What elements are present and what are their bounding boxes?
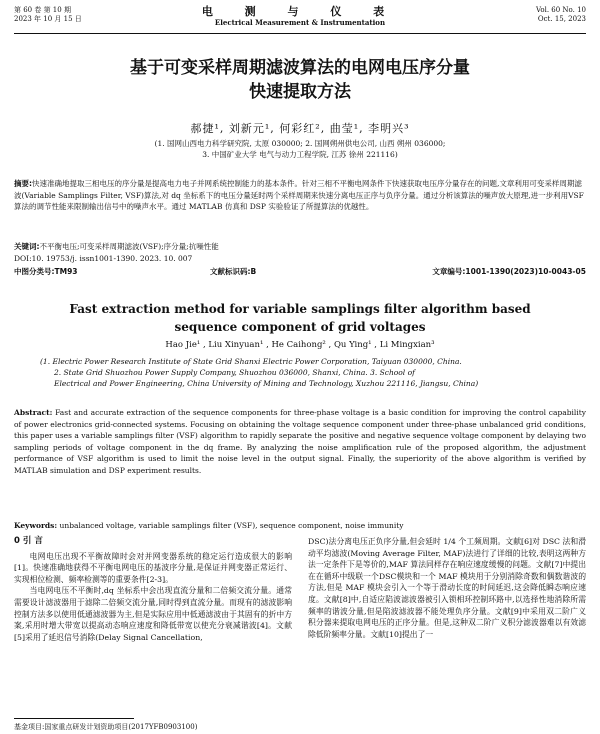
keywords-en [14,520,586,531]
header-right [536,6,586,24]
paragraph: DSC)法分离电压正负序分量,但会延时 1/4 个工频周期。文献[6]对 DSC 法和滑动平均滤波(Moving Average Filter, MAF)法进行了详细的比较,表明这两种方法一定条件下是等价的,MAF 算法同样存在响应速度缓慢的问题。文献[7]中提出在在循环中级联一个DSC模块和一个 MAF 模块用于分别消除奇数和偶数谐波的方法,但是 MAF 模块会引入一个等于滑动长度的时间延迟,这会降低瞬态响应速度。文献[8]中,自适应陷波滤波器被引入锁相环控制环路中,以选择性地消除所需频率的谐波分量,但是陷波滤波器不能处理负序分量。文献[9]中采用双二阶广义积分器来提取电网电压的正序分量。但是,这种双二阶广义积分滤波器难以有效滤除低阶频率分量。文献[10]提出了一 [308,537,586,639]
section-heading-introduction: 0 引 言 [14,536,43,546]
affiliations-cn [14,138,586,160]
title-en [14,300,586,336]
journal-name-en: Electrical Measurement & Instrumentation [214,18,386,27]
paragraph: 当电网电压不平衡时,dq 坐标系中会出现直流分量和二倍频交流分量。通常需要设计滤波器用于滤除二倍频交流分量,同时得到直流分量。而现有的滤波影响控制方法多以使用低通滤波器为主,但是实际应用中低通滤波由于其固有的折中方案,采用时增大带宽以提高动态响应速度和降低带宽以使充分衰减谐波[4]。文献[5]采用了延迟信号消除(Delay Signal Cancellation, [14,586,292,642]
paragraph: 电网电压出现不平衡故障时会对并网变器系统的稳定运行造成很大的影响[1]。快速准确地获得不平衡电网电压的基波序分量,是保证并网变器正常运行、实现相位检测、频率检测等的重要条件[2-3]。 [14,551,292,584]
header-rule [14,33,586,34]
affiliation-cn-line1: (1. 国网山西电力科学研究院, 太原 030000; 2. 国网朔州供电公司, 山西 朔州 036000; [154,139,446,148]
footnote-rule [14,718,134,719]
volume-cn: 第 60 卷 第 10 期 [14,6,71,14]
keywords-cn-label: 关键词: [14,242,40,251]
affiliation-en-line1: (1. Electric Power Research Institute of State Grid Shanxi Electric Power Corporation, Taiyuan 030000, China. [40,357,462,366]
running-header [14,6,586,32]
title-en-line1: Fast extraction method for variable samplings filter algorithm based [69,302,531,316]
volume-en: Vol. 60 No. 10 [535,6,586,14]
article-number: 文章编号:1001-1390(2023)10-0043-05 [432,267,586,276]
affiliation-cn-line2: 3. 中国矿业大学 电气与动力工程学院, 江苏 徐州 221116) [202,150,398,159]
affiliations-en [40,356,580,389]
header-center [14,6,586,27]
title-en-line2: sequence component of grid voltages [174,320,426,334]
body-column-left [14,536,292,643]
abstract-en-text: Fast and accurate extraction of the sequence components for three-phase voltage is a basic condition for improving the control capability of power electronics grid-connected systems. Focusing on obtaining the voltage sequence component under three-phase unbalanced grid conditions, this paper uses a variable samplings filter (VSF) algorithm to rapidly separate the positive and negative sequence voltage component by delaying two sampling periods of voltage component in the dq frame. By analyzing the noise amplification rule of the proposed algorithm, the adjustment performance of VSF algorithm is used to limit the noise level in the output signal. Finally, the superiority of the above algorithm is verified by MATLAB simulation and DSP experiment results. [14,408,586,475]
keywords-cn [14,241,586,253]
abstract-cn-text: 快速准确地提取三相电压的序分量是提高电力电子并网系统控制能力的基本条件。针对三相不平衡电网条件下快速获取电压序分量存在的问题,文章利用可变采样周期滤波(Variable Samplings Filter, VSF)算法,对 dq 坐标系下的电压分量延时两个采样周期来快速分离电压正序与负序分量。通过分析该算法的噪声放大原理,进一步利用VSF 算法的调节性能来限制输出信号中的噪声水平。通过 MATLAB 仿真和 DSP 实验验证了所提算法的优越性。 [14,179,584,211]
doi: DOI:10. 19753/j. issn1001-1390. 2023. 10. 007 [14,254,193,263]
clc-number: 中图分类号:TM93 [14,267,78,276]
affiliation-en-line3: Electrical and Power Engineering, China University of Mining and Technology, Xuzhou 221116, Jiangsu, China) [54,379,479,388]
title-cn-line2: 快速提取方法 [249,82,351,102]
title-cn [14,56,586,104]
keywords-en-text: unbalanced voltage, variable samplings filter (VSF), sequence component, noise immunity [59,521,404,530]
keywords-cn-text: 不平衡电压;可变采样周期滤波(VSF);序分量;抗噪性能 [39,242,219,251]
date-en: Oct. 15, 2023 [537,15,586,23]
body-column-right [308,536,586,640]
keywords-en-label: Keywords: [14,521,58,530]
journal-name-cn: 电 测 与 仪 表 [201,5,399,18]
document-code: 文献标识码:B [210,267,257,276]
authors-en: Hao Jie¹ , Liu Xinyuan¹ , He Caihong² , Qu Ying¹ , Li Mingxian³ [165,340,435,350]
date-cn: 2023 年 10 月 15 日 [14,15,82,23]
affiliation-en-line2: 2. State Grid Shuozhou Power Supply Company, Shuozhou 036000, Shanxi, China. 3. School of [54,368,415,377]
abstract-en [14,407,586,476]
abstract-cn [14,178,586,213]
abstract-cn-label: 摘要: [14,179,32,188]
title-cn-line1: 基于可变采样周期滤波算法的电网电压序分量 [130,58,470,78]
authors-cn: 郝捷¹, 刘新元¹, 何彩红², 曲莹¹, 李明兴³ [190,122,410,135]
abstract-en-label: Abstract: [14,408,53,417]
funding-footnote: 基金项目:国家重点研发计划资助项目(2017YFB0903100) [14,723,198,731]
